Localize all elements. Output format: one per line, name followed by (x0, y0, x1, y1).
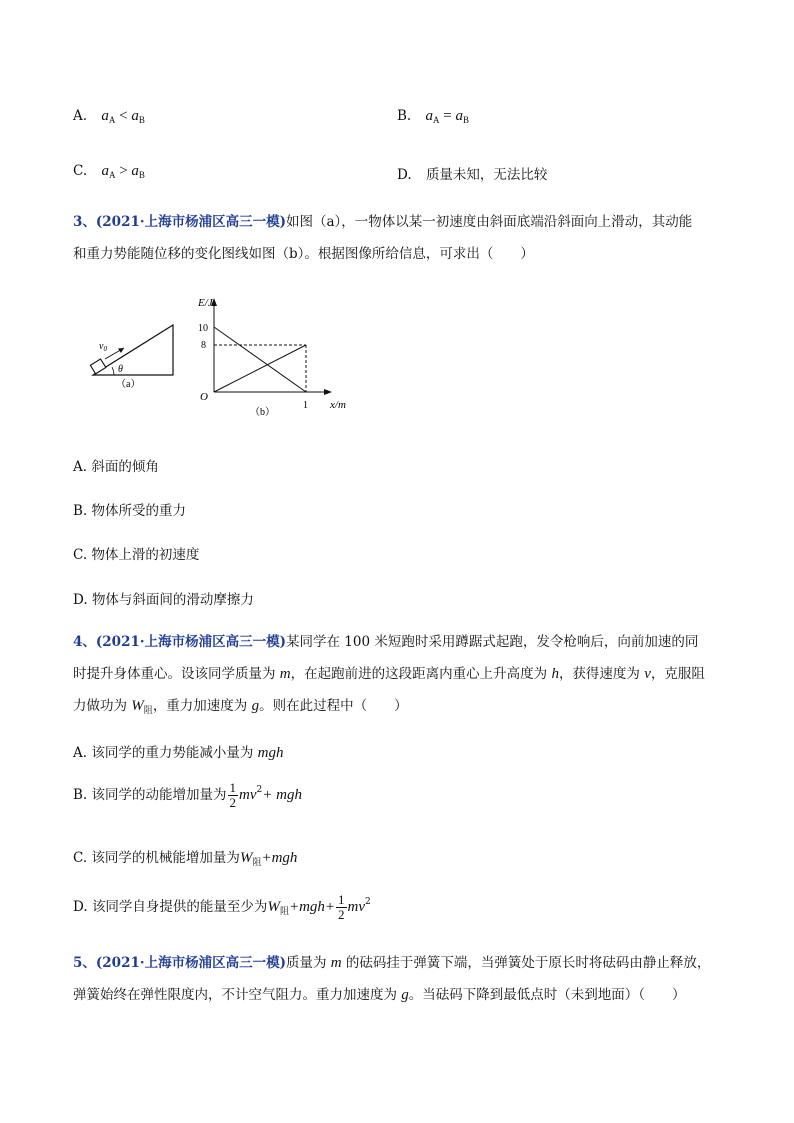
option-letter: C. (73, 163, 88, 179)
q2-option-c: C. $a_A > a_B$ (73, 163, 145, 180)
option-letter: A. (73, 745, 88, 761)
option-text: 物体与斜面间的滑动摩擦力 (91, 592, 254, 608)
option-letter: B. (73, 787, 88, 803)
option-letter: D. (397, 167, 412, 183)
q2-option-b: B. $a_A = a_B$ (397, 108, 469, 125)
option-text: 该同学的动能增加量为 (91, 787, 227, 803)
fraction: $\frac{1}{2}$ (229, 780, 237, 810)
figure-b-caption: （b） (250, 407, 275, 418)
question-source: (2021·上海市杨浦区高三一模) (95, 955, 286, 971)
q2-option-a: A. $a_A < a_B$ (73, 108, 145, 125)
y-tick-8: 8 (201, 340, 206, 351)
q4-option-a: A. 该同学的重力势能减小量为 mgh (73, 745, 284, 761)
option-text: 斜面的倾角 (91, 459, 159, 475)
q2-option-d (397, 163, 547, 183)
option-letter: D. (73, 899, 88, 915)
angle-arc (112, 367, 114, 375)
option-text: 物体所受的重力 (91, 503, 187, 519)
option-letter: A. (73, 108, 88, 124)
x-tick-1: 1 (303, 400, 308, 411)
q5-stem-line2: 弹簧始终在弹性限度内，不计空气阻力。重力加速度为 g。当砝码下降到最低点时（未到地面）（ ） (73, 987, 686, 1003)
q3-option-c (73, 543, 199, 563)
option-letter: C. (73, 850, 88, 866)
q3-option-a (73, 455, 159, 475)
question-source: (2021·上海市杨浦区高三一模) (95, 634, 286, 650)
q3-stem-line1 (73, 206, 692, 238)
q4-stem-line2: 时提升身体重心。设该同学质量为 m，在起跑前进的这段距离内重心上升高度为 h，获得速度为 v，克服阻 (73, 666, 705, 682)
figure-a-incline (78, 315, 178, 395)
velocity-label: $v_0$ (99, 341, 107, 353)
x-axis-arrow (324, 389, 332, 395)
option-letter: B. (73, 503, 88, 519)
q3-option-d (73, 588, 254, 608)
fraction: $\frac{1}{2}$ (338, 892, 345, 922)
figure-b-graph (190, 290, 370, 420)
option-letter: B. (397, 108, 412, 124)
y-axis-label: E/J (198, 297, 213, 309)
question-text: 某同学在 100 米短跑时采用蹲踞式起跑，发令枪响后，向前加速的同 (285, 634, 699, 650)
kinetic-energy-line (214, 327, 306, 392)
angle-label: θ (118, 364, 123, 375)
figure-a-caption: （a） (116, 379, 141, 390)
question-text: 和重力势能随位移的变化图线如图（b）。根据图像所给信息，可求出（ ） (73, 246, 534, 262)
question-text: 如图（a），一物体以某一初速度由斜面底端沿斜面向上滑动，其动能 (285, 214, 693, 230)
origin-label: O (200, 391, 208, 403)
q3-option-b (73, 499, 186, 519)
q4-option-c: C. 该同学的机械能增加量为$W_阻+mgh$ (73, 850, 298, 868)
y-tick-10: 10 (198, 323, 208, 334)
question-source: (2021·上海市杨浦区高三一模) (95, 214, 286, 230)
q4-option-b: B. 该同学的动能增加量为 $\frac{1}{2}$ $mv^2+$ mgh (73, 780, 302, 810)
option-text: 该同学的重力势能减小量为 (91, 745, 258, 761)
option-letter: A. (73, 459, 88, 475)
option-text: 质量未知，无法比较 (425, 167, 548, 183)
q5-stem-line1: 5、(2021·上海市杨浦区高三一模)质量为 m 的砝码挂于弹簧下端，当弹簧处于原长时将砝码由静止释放， (73, 955, 711, 971)
question-number: 3、 (73, 214, 96, 230)
potential-energy-line (214, 345, 306, 392)
q4-option-d: D. 该同学自身提供的能量至少为$W_阻+mgh+$ $\frac{1}{2}$ $mv^2$ (73, 892, 371, 922)
option-text: 物体上滑的初速度 (91, 547, 200, 563)
block (90, 359, 105, 374)
question-number: 4、 (73, 634, 96, 650)
q3-stem-line2 (73, 238, 534, 270)
q4-stem-line1 (73, 626, 698, 658)
x-axis-label: x/m (330, 399, 346, 411)
option-text: 该同学的机械能增加量为 (91, 850, 240, 866)
q4-stem-line3: 力做功为 $W_阻$，重力加速度为 g。则在此过程中（ ） (73, 698, 408, 716)
question-number: 5、 (73, 955, 96, 971)
option-letter: C. (73, 547, 88, 563)
option-text: 该同学自身提供的能量至少为 (91, 899, 268, 915)
option-letter: D. (73, 592, 88, 608)
